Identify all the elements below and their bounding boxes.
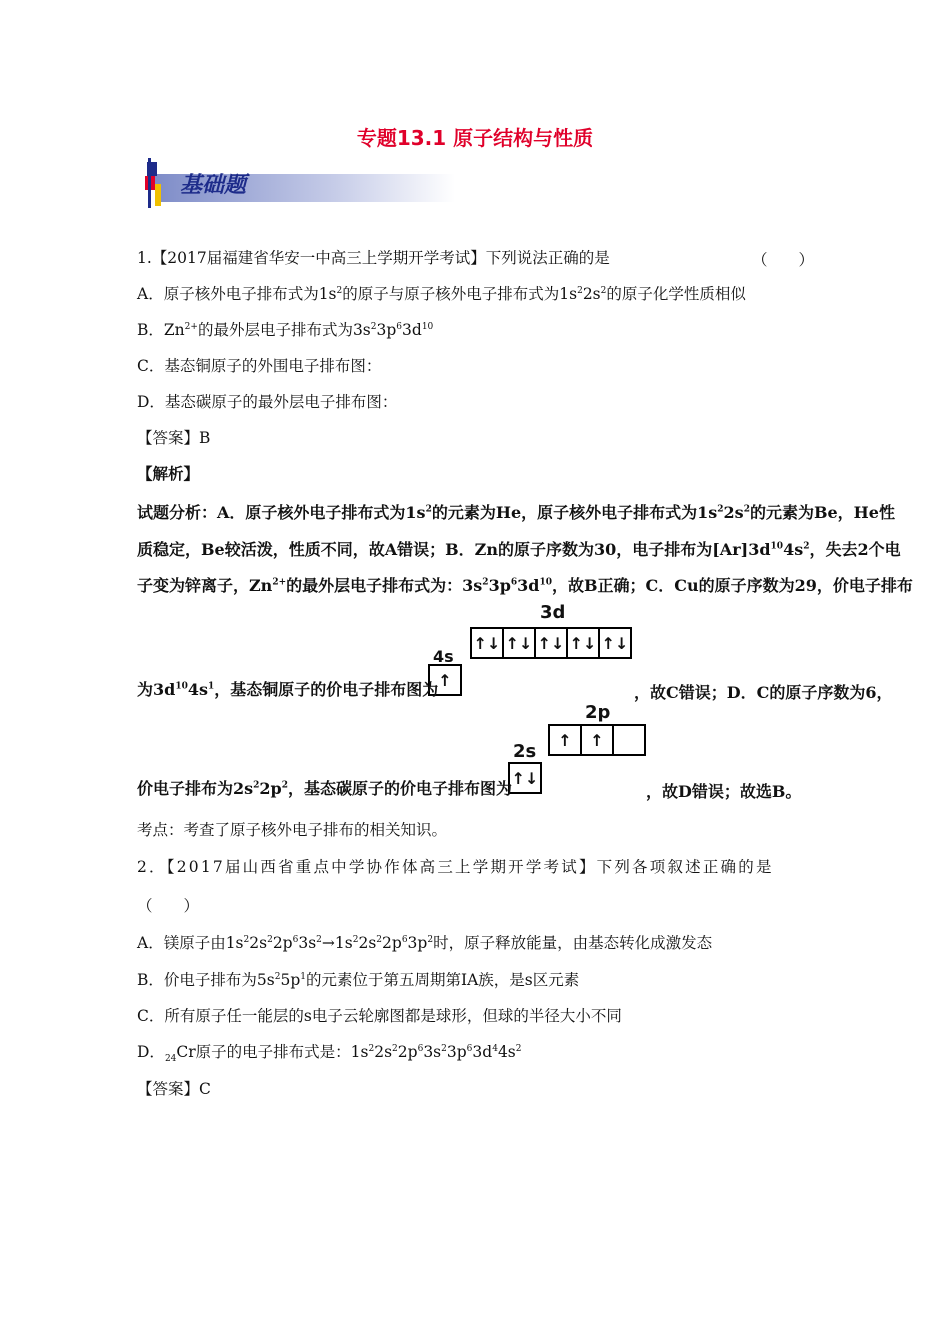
c-2s-boxes <box>508 762 542 794</box>
cu-3d-label: 3d <box>540 602 566 623</box>
q1-analysis-line3: 子变为锌离子，$Zn^{2+}$的最外层电子排布式为：$3s^23p^63d^{10}$，故B正确；C．Cu的原子序数为29，价电子排布 <box>137 576 913 595</box>
banner-label: 基础题 <box>180 172 247 198</box>
q1-option-d: D．基态碳原子的最外层电子排布图： <box>137 393 398 411</box>
q1-analysis-line5-end: ，故D错误；故选B。 <box>646 782 802 801</box>
q1-kaodian: 考点：考查了原子核外电子排布的相关知识。 <box>137 821 448 839</box>
q1-paren: （ ） <box>752 251 815 269</box>
page-title: 专题13.1 原子结构与性质 <box>356 126 594 150</box>
orbital-box: ↑ <box>582 726 614 754</box>
orbital-box: ↑↓ <box>536 629 568 657</box>
q1-answer: 【答案】B <box>137 429 211 447</box>
q2-option-d: D．$_{24}$Cr原子的电子排布式是：$1s^22s^22p^63s^23p^63d^44s^2$ <box>137 1043 522 1065</box>
q2-option-b: B．价电子排布为$5s^25p^1$的元素位于第五周期第ⅠA族，是s区元素 <box>137 971 580 989</box>
q1-analysis-line2: 质稳定，Be较活泼，性质不同，故A错误；B．Zn的原子序数为30，电子排布为$[Ar]3d^{10}4s^2$，失去2个电 <box>137 540 901 559</box>
q1-analysis-line5: 价电子排布为$2s^22p^2$，基态碳原子的价电子排布图为 <box>137 779 513 798</box>
q1-stem <box>137 248 610 268</box>
orbital-box: ↑↓ <box>601 633 629 653</box>
c-2p-boxes <box>548 724 646 756</box>
orbital-box: ↑ <box>550 726 582 754</box>
q2-option-a: A．镁原子由$1s^22s^22p^63s^2\to 1s^22s^22p^63p^2$时，原子释放能量，由基态转化成激发态 <box>137 934 713 952</box>
q1-stem-text: 1.【2017届福建省华安一中高三上学期开学考试】下列说法正确的是 <box>137 249 610 267</box>
orbital-box: ↑↓ <box>472 629 504 657</box>
q1-analysis-line1: 试题分析：A．原子核外电子排布式为$1s^2$的元素为He，原子核外电子排布式为$1s^22s^2$的元素为Be，He性 <box>137 503 895 522</box>
q2-option-c: C．所有原子任一能层的s电子云轮廓图都是球形，但球的半径大小不同 <box>137 1007 622 1025</box>
q2-paren: （ ） <box>137 897 200 915</box>
q1-analysis-line4: 为$3d^{10}4s^1$，基态铜原子的价电子排布图为 <box>137 680 439 699</box>
orbital-box: ↑↓ <box>568 629 600 657</box>
q1-option-c: C．基态铜原子的外围电子排布图： <box>137 357 382 375</box>
q2-answer: 【答案】C <box>137 1080 211 1098</box>
cu-3d-boxes <box>470 627 632 659</box>
q1-analysis-head: 【解析】 <box>137 464 200 483</box>
q1-analysis-line4-end: ，故C错误；D．C的原子序数为6， <box>634 683 893 702</box>
c-2s-label: 2s <box>513 741 537 762</box>
orbital-box: ↑↓ <box>511 768 539 788</box>
orbital-box <box>614 726 644 754</box>
orbital-box: ↑ <box>438 670 452 690</box>
q2-stem: 2．【2017届山西省重点中学协作体高三上学期开学考试】下列各项叙述正确的是 <box>137 858 774 876</box>
cu-4s-label: 4s <box>433 647 454 666</box>
c-2p-label: 2p <box>585 702 611 723</box>
q1-option-a: A．原子核外电子排布式为$1s^2$的原子与原子核外电子排布式为$1s^22s^2$的原子化学性质相似 <box>137 285 746 303</box>
q1-option-b: B．$Zn^{2+}$的最外层电子排布式为$3s^23p^63d^{10}$ <box>137 321 434 339</box>
orbital-box: ↑↓ <box>504 629 536 657</box>
